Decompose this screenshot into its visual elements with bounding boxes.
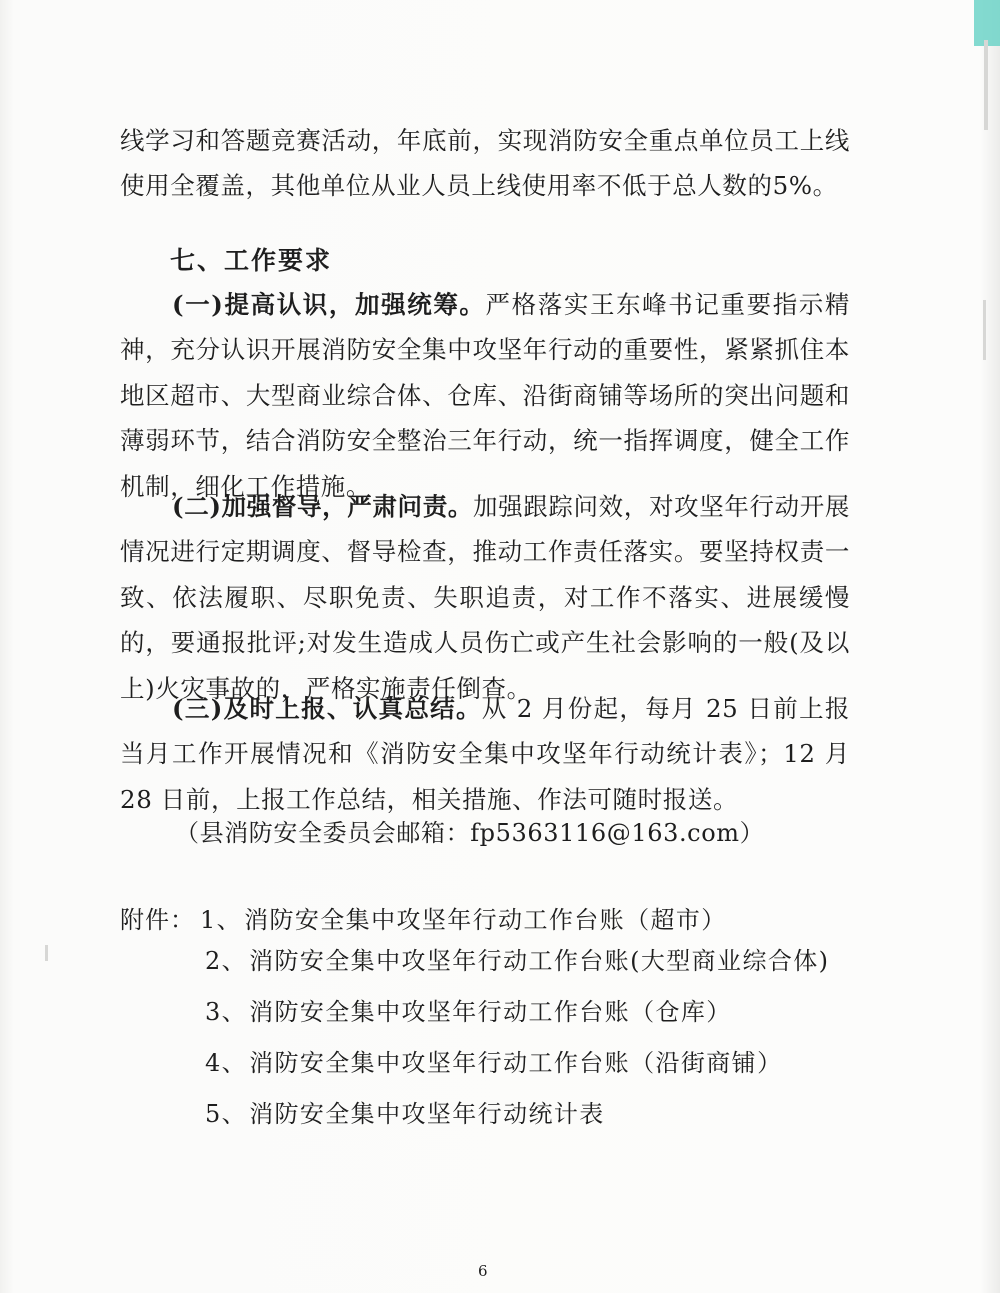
paragraph-continuation: 线学习和答题竞赛活动，年底前，实现消防安全重点单位员工上线使用全覆盖，其他单位从业人员上线使用率不低于总人数的5%。 bbox=[120, 126, 850, 201]
scan-mark bbox=[45, 945, 48, 961]
section-heading: 七、工作要求 bbox=[170, 246, 333, 275]
requirement-1-lead: (一)提高认识，加强统筹。 bbox=[172, 290, 486, 319]
attachment-item bbox=[205, 941, 829, 976]
requirement-1 bbox=[120, 282, 850, 509]
attachment-item bbox=[205, 1043, 782, 1078]
attachment-item bbox=[205, 1094, 605, 1129]
attachment-number: 2、 bbox=[205, 947, 248, 975]
scan-mark bbox=[983, 300, 986, 360]
attachment-title: 消防安全集中攻坚年行动统计表 bbox=[249, 1100, 605, 1128]
attachment-title: 消防安全集中攻坚年行动工作台账(大型商业综合体) bbox=[249, 947, 830, 975]
requirement-2-text: 加强跟踪问效，对攻坚年行动开展情况进行定期调度、督导检查，推动工作责任落实。要坚持权责一致、依法履职、尽职免责、失职追责，对工作不落实、进展缓慢的，要通报批评;对发生造成人员伤亡或产生社会影响的一般(及以上)火灾事故的，严格实施责任倒查。 bbox=[120, 492, 851, 703]
attachment-title: 消防安全集中攻坚年行动工作台账（沿街商铺） bbox=[249, 1049, 783, 1077]
requirement-2 bbox=[120, 484, 850, 711]
requirement-1-text: 严格落实王东峰书记重要指示精神，充分认识开展消防安全集中攻坚年行动的重要性，紧紧抓住本地区超市、大型商业综合体、仓库、沿街商铺等场所的突出问题和薄弱环节，结合消防安全整治三年行动，统一指挥调度，健全工作机制，细化工作措施。 bbox=[120, 290, 851, 501]
attachments-label: 附件： bbox=[120, 906, 195, 934]
attachment-title: 消防安全集中攻坚年行动工作台账（超市） bbox=[244, 906, 727, 934]
attachment-number: 5、 bbox=[205, 1100, 248, 1128]
scan-mark bbox=[984, 40, 988, 130]
page-number: 6 bbox=[478, 1262, 488, 1280]
attachment-item bbox=[205, 992, 732, 1027]
attachment-number: 1、 bbox=[200, 906, 243, 934]
requirement-3-text: 从 2 月份起，每月 25 日前上报当月工作开展情况和《消防安全集中攻坚年行动统计表》；12 月 28 日前，上报工作总结，相关措施、作法可随时报送。 bbox=[120, 694, 851, 814]
attachment-item bbox=[200, 900, 727, 935]
attachment-number: 3、 bbox=[205, 998, 248, 1026]
attachment-number: 4、 bbox=[205, 1049, 248, 1077]
requirement-3 bbox=[120, 686, 850, 822]
email-note: （县消防安全委员会邮箱：fp5363116@163.com） bbox=[175, 819, 765, 847]
requirement-3-lead: (三)及时上报、认真总结。 bbox=[172, 694, 482, 723]
attachment-title: 消防安全集中攻坚年行动工作台账（仓库） bbox=[249, 998, 732, 1026]
requirement-2-lead: (二)加强督导，严肃问责。 bbox=[172, 492, 473, 521]
